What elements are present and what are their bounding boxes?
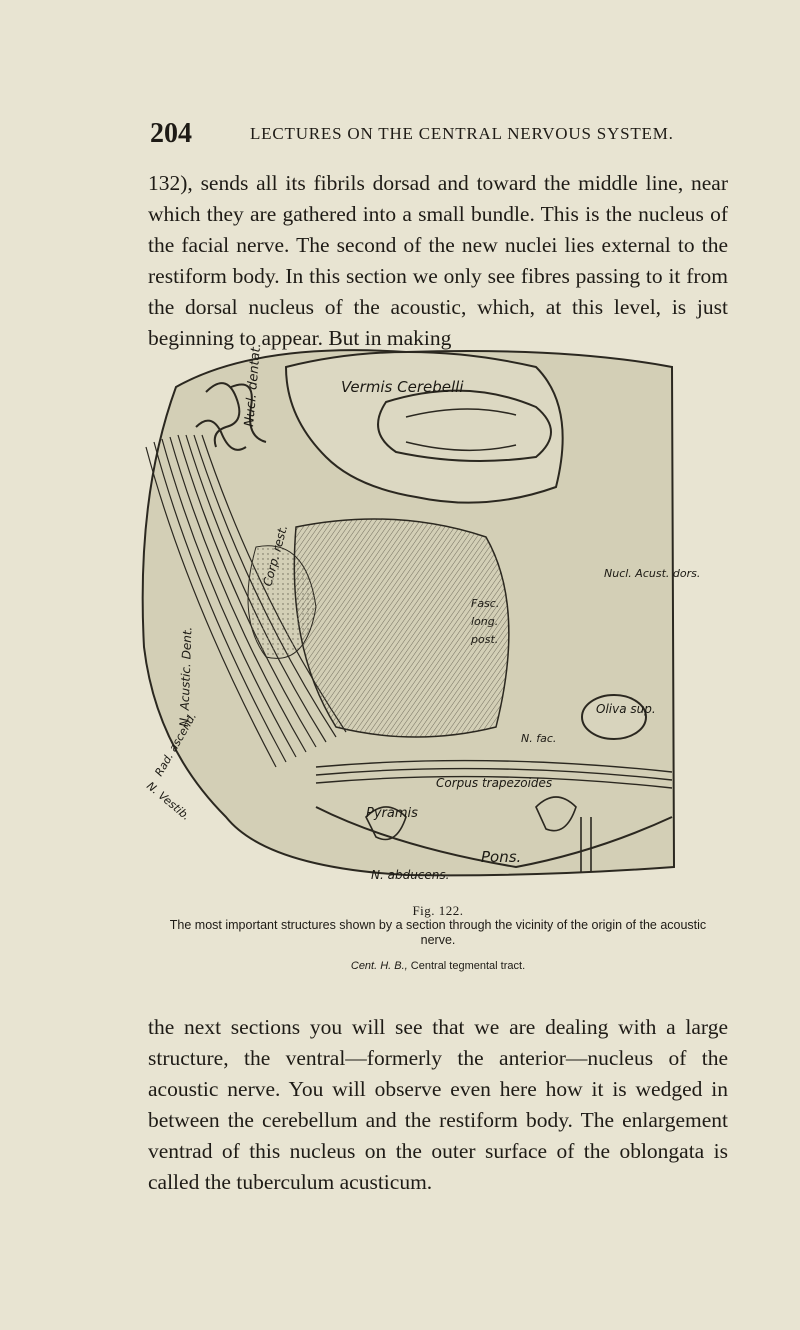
label-nucl-dentat: Nucl. dentat. (242, 342, 265, 428)
paragraph-bottom: the next sections you will see that we are dealing with a large structure, the ventral—formerly the anterior—nucleus of the acoustic nerve. You will observe even here how it is wedged in between the cerebellum and the restiform body. The enlargement ventrad of this nucleus on the outer surface of the oblongata is called the tuberculum acusticum. (148, 1015, 728, 1194)
figure-abbreviation (148, 960, 728, 972)
figure-number: Fig. 122. (412, 903, 464, 918)
figure-illustration (136, 342, 701, 887)
tegmental-region (294, 519, 509, 737)
paragraph-top: 132), sends all its fibrils dorsad and toward the middle line, near which they are gathered into a small bundle. This is the nucleus of the facial nerve. The second of the new nuclei lies external to the restiform body. In this section we only see fibres passing to it from the dorsal nucleus of the acoustic, which, at this level, is just beginning to appear. But in making (148, 171, 728, 350)
running-title: LECTURES ON THE CENTRAL NERVOUS SYSTEM. (250, 124, 674, 143)
label-n-vestib: N. Vestib. (144, 779, 193, 824)
label-n-facialis: N. fac. (521, 732, 557, 745)
abbreviation-meaning: Central tegmental tract. (407, 960, 526, 972)
label-long: long. (471, 615, 499, 628)
label-corpus-rest: Corp. rest. (260, 523, 291, 588)
label-oliva-sup: Oliva sup. (596, 702, 656, 716)
label-vermis: Vermis Cerebelli (341, 378, 464, 396)
label-pons: Pons. (481, 848, 522, 866)
label-nucl-acust-dors: Nucl. Acust. dors. (604, 567, 701, 580)
label-n-acusticus: N. Acustic. Dent. (177, 626, 195, 728)
label-n-abducens: N. abducens. (371, 868, 450, 882)
label-fasc: Fasc. (471, 597, 500, 610)
label-rad-ascend: Rad. ascend. (152, 710, 200, 779)
label-corpus-trapezoides: Corpus trapezoides (436, 776, 553, 790)
figure-caption: The most important structures shown by a section through the vicinity of the origin of the acoustic nerve. (169, 918, 707, 947)
label-post: post. (471, 633, 499, 646)
anatomical-figure (136, 342, 701, 887)
label-pyramis: Pyramis (366, 806, 418, 821)
page-number: 204 (150, 118, 192, 149)
abbreviation-term: Cent. H. B., (350, 960, 408, 972)
page-header (150, 118, 750, 148)
